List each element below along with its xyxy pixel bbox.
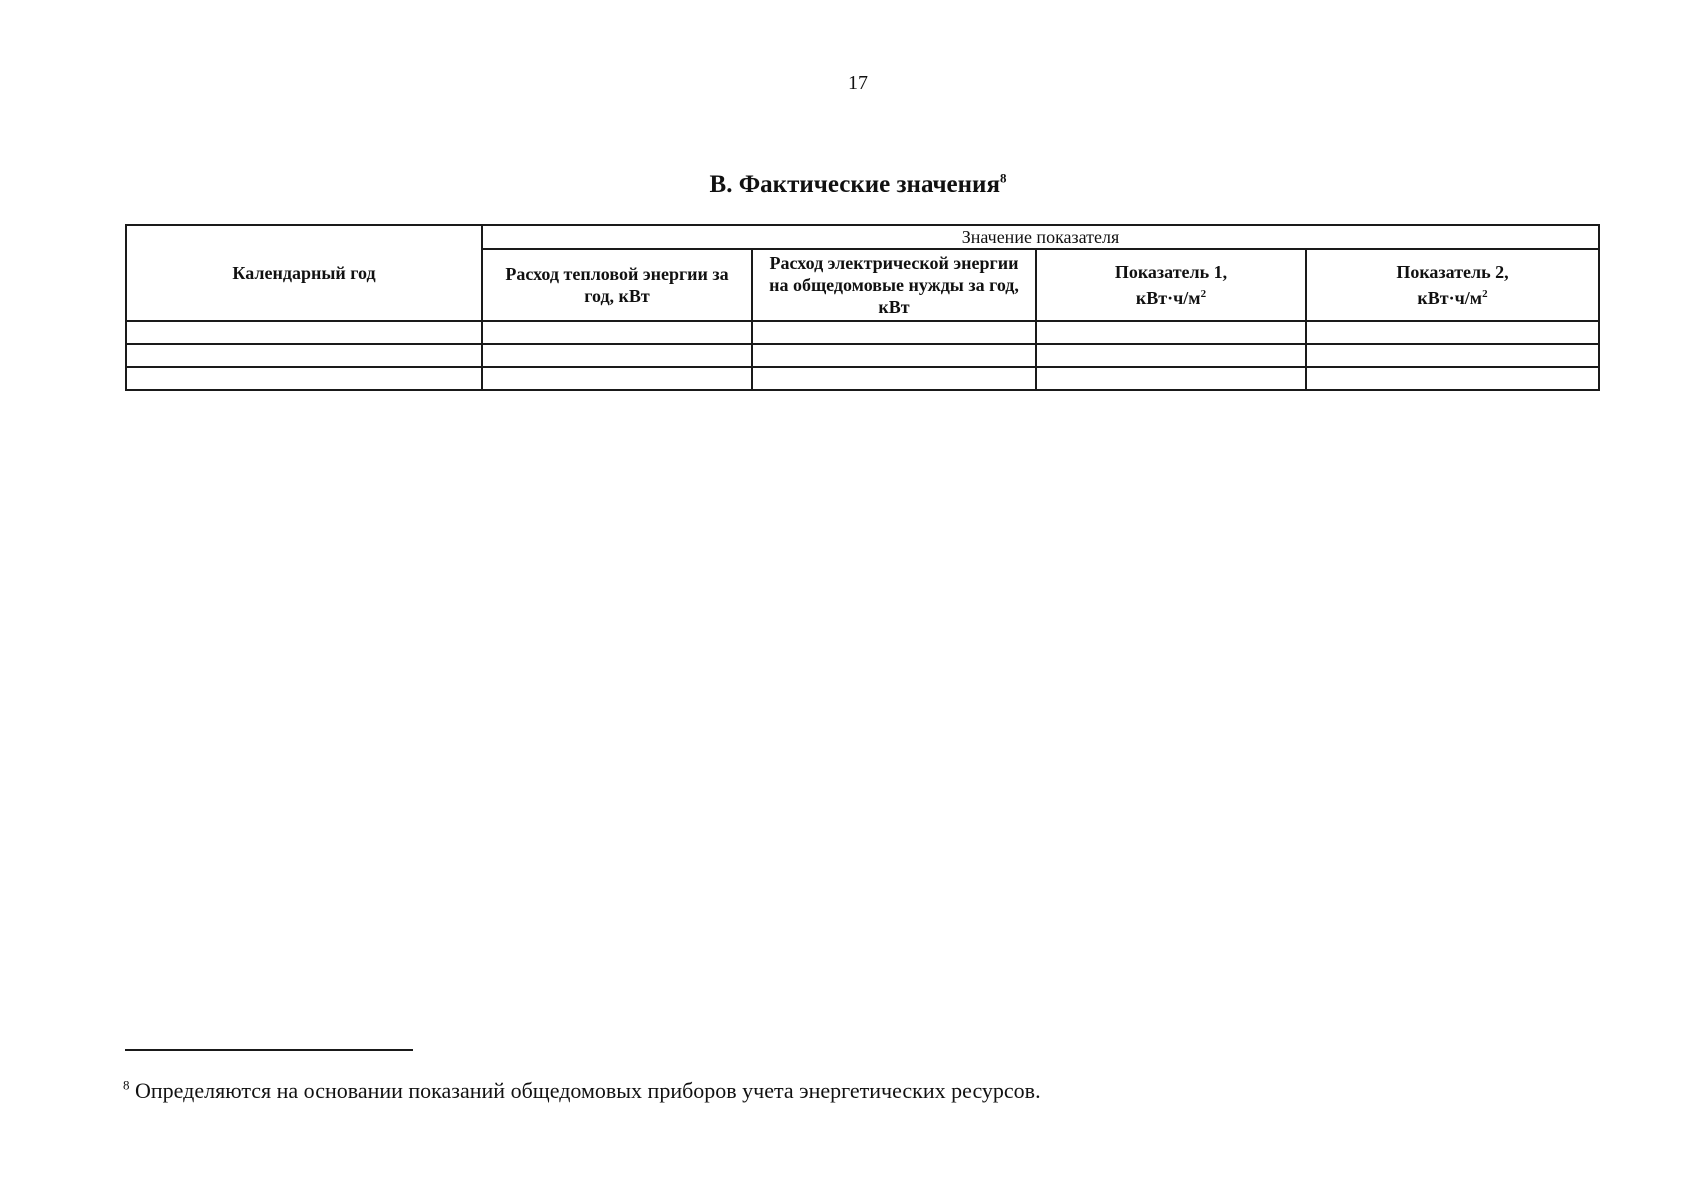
header-electric-consumption: Расход электрической энергии на общедомовые нужды за год, кВт — [752, 249, 1036, 321]
header-heat-consumption: Расход тепловой энергии за год, кВт — [482, 249, 752, 321]
table-cell — [482, 321, 752, 344]
table-row — [126, 321, 1599, 344]
page-number: 17 — [848, 72, 868, 94]
header-indicator-2-unit-line — [1313, 283, 1592, 309]
header-indicator-1-unit: кВт·ч/м — [1135, 288, 1201, 308]
table-cell — [752, 321, 1036, 344]
footnote-separator — [125, 1049, 413, 1051]
table-cell — [1036, 321, 1306, 344]
table-cell — [126, 344, 482, 367]
section-title — [0, 171, 1698, 199]
header-indicator-1 — [1036, 249, 1306, 321]
table-cell — [752, 367, 1036, 390]
section-title-text: В. Фактические значения — [709, 171, 1000, 198]
section-footnote-ref: 8 — [999, 170, 1007, 186]
footnote-marker: 8 — [123, 1077, 130, 1093]
table-cell — [752, 344, 1036, 367]
header-indicator-2-unit-sup: 2 — [1482, 288, 1488, 300]
header-indicator-2-unit: кВт·ч/м — [1417, 288, 1483, 308]
table-row — [126, 344, 1599, 367]
table-cell — [1306, 367, 1599, 390]
header-indicator-1-unit-sup: 2 — [1200, 288, 1207, 300]
table-cell — [1036, 344, 1306, 367]
table-row — [126, 367, 1599, 390]
header-calendar-year: Календарный год — [126, 225, 482, 321]
table-cell — [1306, 321, 1599, 344]
footnote-text: Определяются на основании показаний общедомовых приборов учета энергетических ресурсов. — [135, 1078, 1041, 1103]
header-indicator-1-name: Показатель 1, — [1114, 262, 1228, 282]
actual-values-table — [125, 224, 1600, 391]
footnote — [123, 1078, 1041, 1104]
table-cell — [1306, 344, 1599, 367]
table-cell — [482, 344, 752, 367]
table-cell — [126, 321, 482, 344]
header-indicator-1-unit-line — [1043, 283, 1299, 309]
header-indicator-2 — [1306, 249, 1599, 321]
table-cell — [482, 367, 752, 390]
table-header-row-group — [126, 225, 1599, 249]
table-cell — [126, 367, 482, 390]
header-indicator-2-name: Показатель 2, — [1396, 262, 1509, 282]
header-indicator-value-group: Значение показателя — [482, 225, 1599, 249]
table-cell — [1036, 367, 1306, 390]
